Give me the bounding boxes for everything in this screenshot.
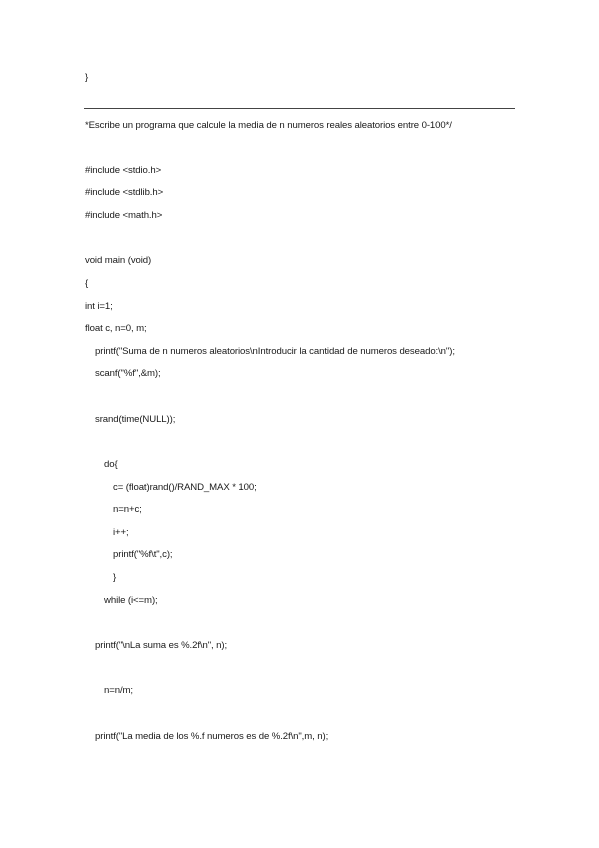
code-line: srand(time(NULL)); bbox=[95, 414, 176, 425]
code-line: } bbox=[85, 72, 89, 83]
code-line: i++; bbox=[113, 527, 129, 538]
code-line: float c, n=0, m; bbox=[85, 323, 147, 334]
horizontal-divider bbox=[84, 108, 515, 109]
code-line: { bbox=[85, 278, 89, 289]
code-line: while (i<=m); bbox=[104, 595, 158, 606]
code-line: do{ bbox=[104, 459, 118, 470]
code-line: printf("\nLa suma es %.2f\n", n); bbox=[95, 640, 228, 651]
code-line: n=n+c; bbox=[113, 504, 142, 515]
code-line: printf("Suma de n numeros aleatorios\nIntroducir la cantidad de numeros deseado:\n"); bbox=[95, 346, 455, 357]
code-line: int i=1; bbox=[85, 301, 113, 312]
code-line: #include <math.h> bbox=[85, 210, 163, 221]
code-line: n=n/m; bbox=[104, 685, 133, 696]
code-line: c= (float)rand()/RAND_MAX * 100; bbox=[113, 482, 257, 493]
code-line: } bbox=[113, 572, 117, 583]
code-line: printf("%f\t",c); bbox=[113, 549, 173, 560]
code-line: scanf("%f",&m); bbox=[95, 368, 161, 379]
code-line: void main (void) bbox=[85, 255, 152, 266]
code-line: #include <stdio.h> bbox=[85, 165, 162, 176]
comment-line: *Escribe un programa que calcule la media de n numeros reales aleatorios entre 0-100*/ bbox=[85, 120, 452, 131]
code-line: #include <stdlib.h> bbox=[85, 187, 164, 198]
code-line: printf("La media de los %.f numeros es de %.2f\n",m, n); bbox=[95, 731, 329, 742]
